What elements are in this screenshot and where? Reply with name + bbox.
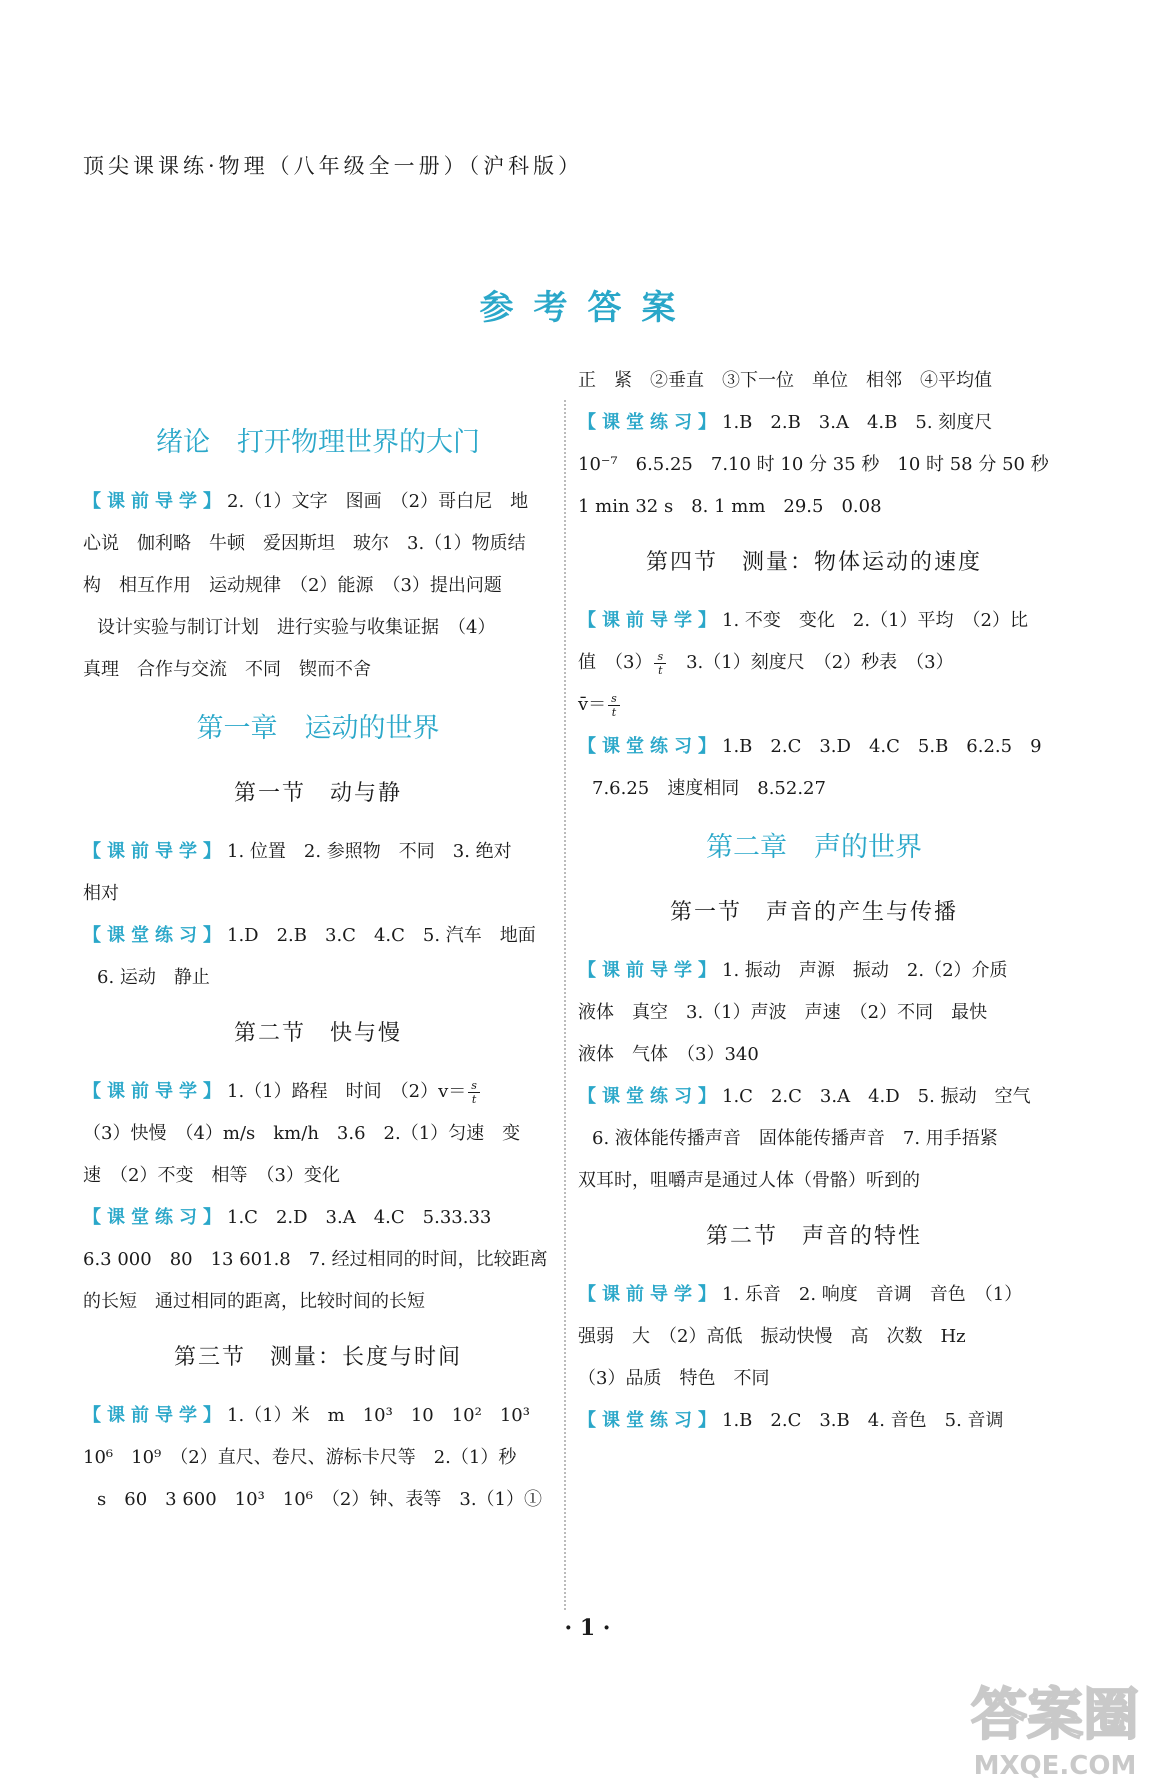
answer-line: 7.6.25 速度相同 8.52.27	[592, 778, 826, 799]
answer-line: 【课堂练习】1.D 2.B 3.C 4.C 5. 汽车 地面	[83, 925, 536, 946]
tag-class: 【课堂练习】	[578, 1410, 722, 1431]
answer-line: 心说 伽利略 牛顿 爱因斯坦 玻尔 3.（1）物质结	[83, 533, 526, 554]
watermark-logo-text: 答案圈	[971, 1683, 1139, 1748]
answer-line: 10⁶ 10⁹ （2）直尺、卷尺、游标卡尺等 2.（1）秒	[83, 1447, 517, 1468]
chapter-title: 第一章 运动的世界	[196, 713, 440, 744]
answer-line: 速 （2）不变 相等 （3）变化	[83, 1165, 340, 1186]
answer-line: 6.3 000 80 13 601.8 7. 经过相同的时间，比较距离	[83, 1249, 548, 1270]
tag-pre: 【课前导学】	[578, 1284, 722, 1305]
answer-line: 【课堂练习】1.B 2.B 3.A 4.B 5. 刻度尺	[578, 412, 993, 433]
tag-class: 【课堂练习】	[578, 1086, 722, 1107]
tag-class: 【课堂练习】	[83, 1207, 227, 1228]
answer-line: 相对	[83, 883, 119, 904]
tag-class: 【课堂练习】	[578, 736, 722, 757]
answer-line: 构 相互作用 运动规律 （2）能源 （3）提出问题	[83, 575, 502, 596]
section-title: 第三节 测量：长度与时间	[173, 1345, 462, 1370]
answer-line: 双耳时，咀嚼声是通过人体（骨骼）听到的	[578, 1170, 920, 1191]
answer-line: 1 min 32 s 8. 1 mm 29.5 0.08	[578, 496, 882, 517]
section-title: 第一节 动与静	[233, 781, 402, 806]
tag-class: 【课堂练习】	[578, 412, 722, 433]
fraction: $\frac{s}{t}$	[608, 692, 620, 719]
section-title: 第四节 测量：物体运动的速度	[645, 550, 982, 575]
tag-pre: 【课前导学】	[83, 1405, 227, 1426]
intro-title: 绪论 打开物理世界的大门	[156, 427, 480, 458]
answer-line: 【课前导学】2.（1）文字 图画 （2）哥白尼 地	[83, 491, 529, 512]
watermark-logo	[955, 1654, 1155, 1784]
answer-line: 值 （3） $\frac{s}{t}$ 3.（1）刻度尺 （2）秒表 （3）	[578, 649, 954, 677]
answer-line: 【课前导学】1. 振动 声源 振动 2.（2）介质	[578, 960, 1008, 981]
section-title: 第二节 声音的特性	[705, 1224, 922, 1249]
answer-line: s 60 3 600 10³ 10⁶ （2）钟、表等 3.（1）①	[97, 1489, 542, 1510]
answer-line: 【课前导学】1. 乐音 2. 响度 音调 音色 （1）	[578, 1284, 1023, 1305]
answer-line: 【课堂练习】1.C 2.D 3.A 4.C 5.33.33	[83, 1207, 492, 1228]
page-title: 参考答案	[479, 288, 696, 328]
answer-line: 【课堂练习】1.B 2.C 3.D 4.C 5.B 6.2.5 9	[578, 736, 1042, 757]
answer-line: 6. 液体能传播声音 固体能传播声音 7. 用手捂紧	[592, 1128, 998, 1149]
book-header: 顶尖课课练·物理（八年级全一册）（沪科版）	[83, 154, 584, 178]
answer-line: 6. 运动 静止	[97, 967, 210, 988]
column-divider	[564, 400, 566, 1610]
answer-line: 正 紧 ②垂直 ③下一位 单位 相邻 ④平均值	[578, 370, 992, 391]
watermark-url: MXQE.COM	[973, 1751, 1137, 1781]
answer-line: 液体 真空 3.（1）声波 声速 （2）不同 最快	[578, 1002, 988, 1023]
chapter-title: 第二章 声的世界	[706, 832, 922, 863]
page-number: · 1 ·	[564, 1615, 611, 1641]
answer-line: v̄＝ $\frac{s}{t}$	[578, 684, 1050, 726]
section-title: 第一节 声音的产生与传播	[669, 900, 958, 925]
answer-line: 液体 气体 （3）340	[578, 1044, 759, 1065]
answer-line: 【课前导学】1.（1）米 m 10³ 10 10² 10³	[83, 1405, 530, 1426]
answer-line: 【课前导学】1. 位置 2. 参照物 不同 3. 绝对	[83, 841, 512, 862]
section-title: 第二节 快与慢	[233, 1021, 402, 1046]
fraction: $\frac{s}{t}$	[468, 1079, 480, 1106]
answer-line: 强弱 大 （2）高低 振动快慢 高 次数 Hz	[578, 1326, 966, 1347]
answer-line: 【课前导学】1. 不变 变化 2.（1）平均 （2）比	[578, 610, 1028, 631]
answer-line: 真理 合作与交流 不同 锲而不舍	[83, 659, 371, 680]
answer-line: （3）快慢 （4）m/s km/h 3.6 2.（1）匀速 变	[83, 1123, 521, 1144]
tag-pre: 【课前导学】	[83, 841, 227, 862]
fraction: $\frac{s}{t}$	[654, 650, 666, 677]
answer-line: 的长短 通过相同的距离，比较时间的长短	[83, 1291, 425, 1312]
tag-class: 【课堂练习】	[83, 925, 227, 946]
answer-line: 【课堂练习】1.B 2.C 3.B 4. 音色 5. 音调	[578, 1410, 1004, 1431]
left-column	[83, 405, 553, 1521]
tag-pre: 【课前导学】	[578, 960, 722, 981]
tag-pre: 【课前导学】	[83, 1081, 227, 1102]
answer-line: 10⁻⁷ 6.5.25 7.10 时 10 分 35 秒 10 时 58 分 50 秒	[578, 454, 1049, 475]
answer-line: 【课堂练习】1.C 2.C 3.A 4.D 5. 振动 空气	[578, 1086, 1031, 1107]
answer-line: 【课前导学】1.（1）路程 时间 （2）v＝ $\frac{s}{t}$	[83, 1071, 553, 1113]
answer-line: （3）品质 特色 不同	[578, 1368, 770, 1389]
tag-pre: 【课前导学】	[578, 610, 722, 631]
tag-pre: 【课前导学】	[83, 491, 227, 512]
answer-line: 设计实验与制订计划 进行实验与收集证据 （4）	[97, 617, 496, 638]
right-column	[578, 360, 1050, 1442]
